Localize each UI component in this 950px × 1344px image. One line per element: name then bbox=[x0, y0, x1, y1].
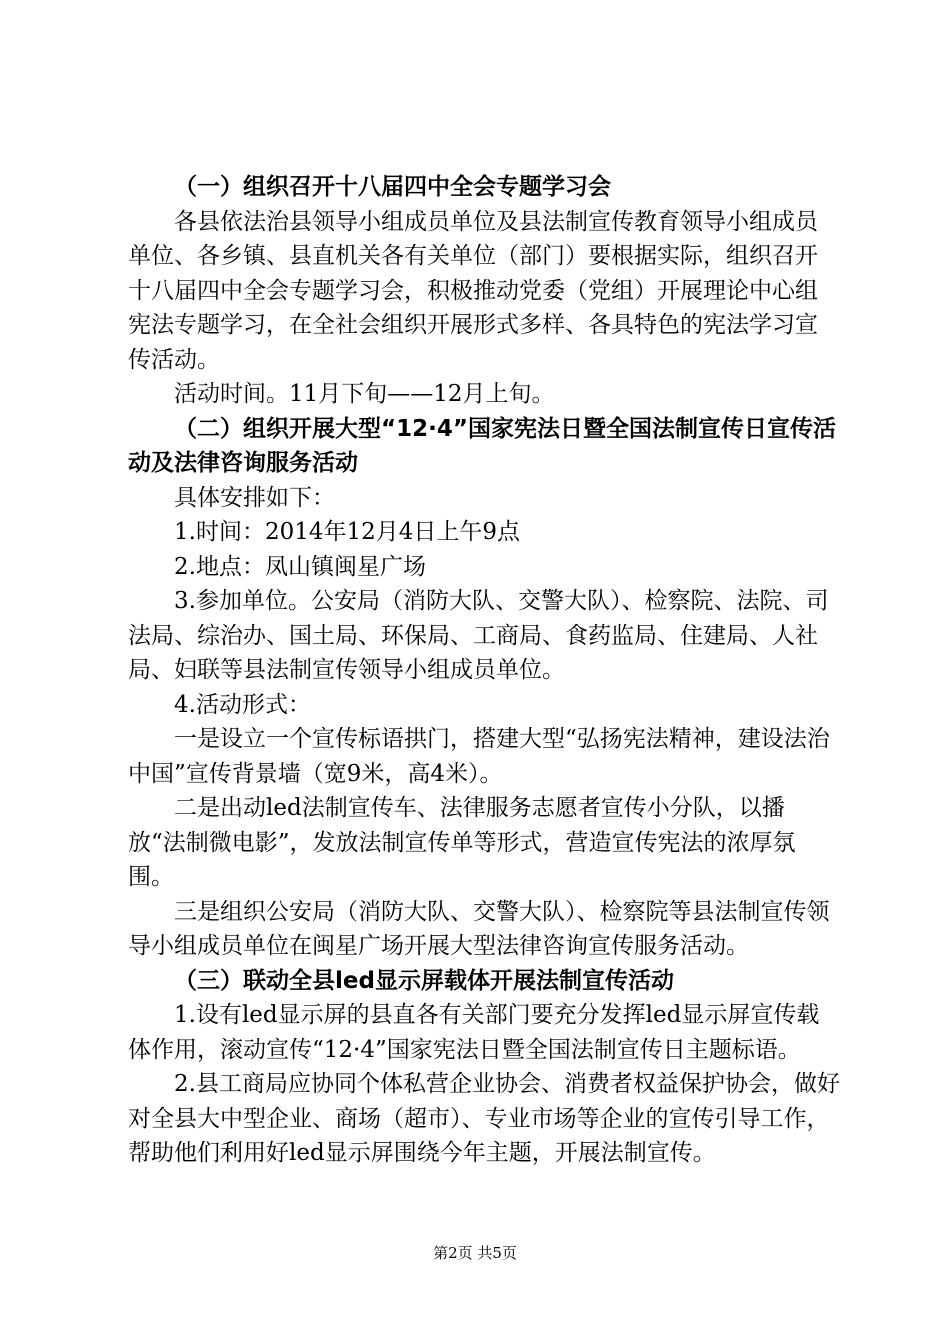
section-heading: （一）组织召开十八届四中全会专题学习会 bbox=[174, 174, 611, 200]
paragraph: 具体安排如下： bbox=[174, 484, 335, 511]
paragraph: 二是出动led法制宣传车、法律服务志愿者宣传小分队，以播放“法制微电影”，发放法制宣传单等形式，营造宣传宪法的浓厚氛围。 bbox=[128, 795, 796, 890]
paragraph: 各县依法治县领导小组成员单位及县法制宣传教育领导小组成员单位、各乡镇、县直机关各有关单位（部门）要根据实际，组织召开十八届四中全会专题学习会，积极推动党委（党组）开展理论中心组宪法专题学习，在全社会组织开展形式多样、各具特色的宪法学习宣传活动。 bbox=[128, 208, 818, 373]
section-heading: （二）组织开展大型“12·4”国家宪法日暨全国法制宣传日宣传活动及法律咨询服务活动 bbox=[128, 415, 836, 476]
paragraph: 2.县工商局应协同个体私营企业协会、消费者权益保护协会，做好对全县大中型企业、商场（超市）、专业市场等企业的宣传引导工作，帮助他们利用好led显示屏围绕今年主题，开展法制宣传。 bbox=[128, 1071, 840, 1166]
paragraph: 3.参加单位。公安局（消防大队、交警大队）、检察院、法院、司法局、综治办、国土局、环保局、工商局、食药监局、住建局、人社局、妇联等县法制宣传领导小组成员单位。 bbox=[128, 588, 829, 683]
paragraph: 1.设有led显示屏的县直各有关部门要充分发挥led显示屏宣传载体作用，滚动宣传“12·4”国家宪法日暨全国法制宣传日主题标语。 bbox=[128, 1002, 820, 1063]
document-body bbox=[128, 170, 840, 1171]
paragraph: 活动时间。11月下旬——12月上旬。 bbox=[174, 381, 555, 407]
paragraph: 4.活动形式： bbox=[174, 691, 311, 718]
page-footer: 第2页 共5页 bbox=[433, 1244, 517, 1262]
paragraph: 三是组织公安局（消防大队、交警大队）、检察院等县法制宣传领导小组成员单位在闽星广场开展大型法律咨询宣传服务活动。 bbox=[128, 898, 830, 959]
section-heading: （三）联动全县led显示屏载体开展法制宣传活动 bbox=[174, 967, 674, 994]
paragraph: 2.地点：凤山镇闽星广场 bbox=[174, 553, 426, 580]
paragraph: 1.时间：2014年12月4日上午9点 bbox=[174, 519, 521, 545]
paragraph: 一是设立一个宣传标语拱门，搭建大型“弘扬宪法精神，建设法治中国”宣传背景墙（宽9米，高4米）。 bbox=[128, 726, 830, 787]
